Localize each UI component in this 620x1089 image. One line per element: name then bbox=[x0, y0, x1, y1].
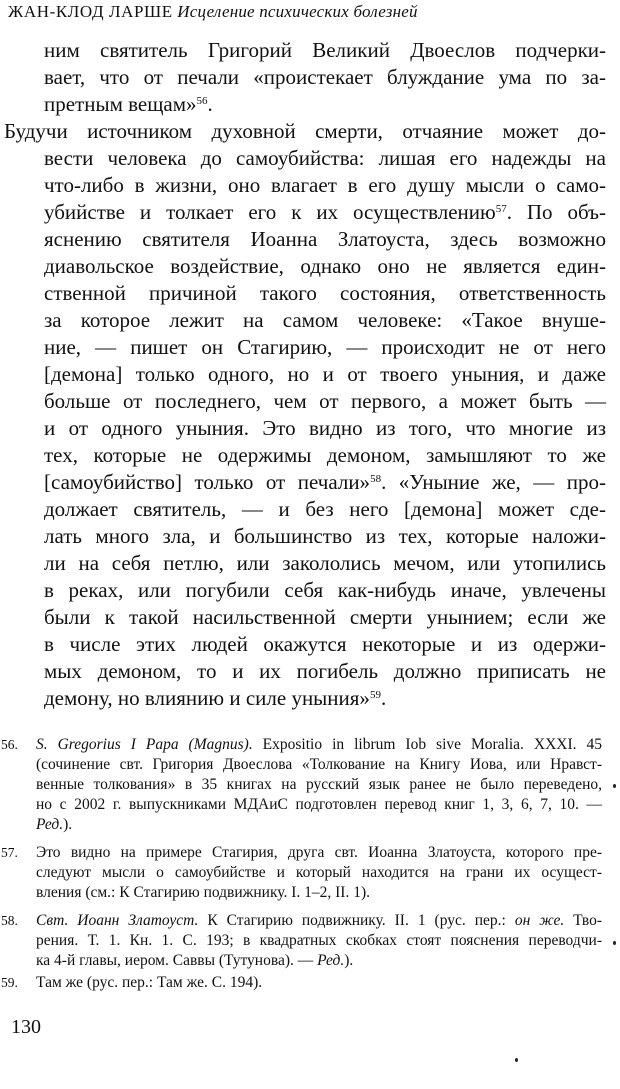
footnote-ref: 59 bbox=[369, 689, 381, 701]
scan-speck bbox=[613, 941, 616, 945]
text-line: должает святитель, — и без него [демона] может сде- bbox=[44, 497, 606, 521]
scan-speck bbox=[515, 1058, 518, 1062]
footnote-line: рения. Т. 1. Кн. 1. С. 193; в квадратных скобках стоят пояснения переводчи- bbox=[36, 932, 602, 949]
scan-speck bbox=[613, 784, 616, 788]
footnote-line: следуют мысли о самоубийстве и который находится на грани их осущест- bbox=[36, 864, 602, 881]
footnote-number: 56. bbox=[1, 737, 18, 752]
text-line: ли на себя петлю, или закололись мечом, или утопились bbox=[44, 551, 606, 575]
text-line: ственной причиной такого состояния, ответственность bbox=[44, 281, 606, 305]
footnote-line: Это видно на примере Стагирия, друга свт. Иоанна Златоуста, которого пре- bbox=[36, 844, 602, 861]
footnote-ref: 58 bbox=[370, 473, 382, 485]
text-line: убийстве и толкает его к их осуществлению$^{57}$. По объ- bbox=[44, 200, 607, 224]
page-number: 130 bbox=[11, 1016, 41, 1038]
text-line: больше от последнего, чем от первого, а может быть — bbox=[44, 389, 606, 413]
footnote-line: Ред.). bbox=[36, 816, 73, 833]
text-line: яснению святителя Иоанна Златоуста, здесь возможно bbox=[44, 227, 606, 251]
text-line: в числе этих людей окажутся некоторые и из одержи- bbox=[44, 632, 606, 656]
text-line: что-либо в жизни, оно влагает в его душу мысли о само- bbox=[44, 173, 606, 197]
footnote-line: ка 4-й главы, иером. Саввы (Тутунова). — Ред.). bbox=[36, 952, 354, 969]
text-line: претным вещам»$^{56}$. bbox=[44, 92, 213, 116]
text-line: тех, которые не одержимы демоном, замышляют то же bbox=[44, 443, 606, 467]
running-head-author: ЖАН-КЛОД ЛАРШЕ bbox=[8, 2, 173, 21]
text-line: лать много зла, и большинство из тех, которые наложи- bbox=[44, 524, 606, 548]
footnote-ref: 57 bbox=[495, 203, 507, 215]
text-line: демону, но влиянию и силе уныния»$^{59}$. bbox=[44, 686, 387, 710]
footnote-number: 58. bbox=[1, 913, 18, 928]
text-line: ним святитель Григорий Великий Двоеслов подчерки- bbox=[44, 38, 606, 62]
running-head bbox=[8, 2, 418, 22]
text-line: [демона] только одного, но и от твоего уныния, и даже bbox=[44, 362, 606, 386]
text-line: диавольское воздействие, однако оно не является един- bbox=[44, 254, 606, 278]
text-line: за которое лежит на самом человеке: «Такое внуше- bbox=[44, 308, 606, 332]
running-head-title: Исцеление психических болезней bbox=[177, 2, 418, 21]
footnote-line: Свт. Иоанн Златоуст. К Стагирию подвижнику. II. 1 (рус. пер.: он же. Тво- bbox=[36, 912, 602, 929]
footnote-line: S. Gregorius I Papa (Magnus). Expositio in librum Iob sive Moralia. XXXI. 45 bbox=[36, 736, 602, 753]
text-line: мых демоном, то и их погибель должно приписать не bbox=[44, 659, 606, 683]
footnote-line: вления (см.: К Стагирию подвижнику. I. 1–2, II. 1). bbox=[36, 884, 370, 901]
text-line: Будучи источником духовной смерти, отчаяние может до- bbox=[4, 119, 606, 143]
footnote-line: (сочинение свт. Григория Двоеслова «Толкование на Книгу Иова, или Нравст- bbox=[36, 756, 602, 773]
footnote-line: Там же (рус. пер.: Там же. С. 194). bbox=[36, 974, 263, 991]
footnote-line: венные толкования» в 35 книгах на русский язык ранее не было переведено, bbox=[36, 776, 602, 793]
text-line: в реках, или погубили себя как-нибудь иначе, увлечены bbox=[44, 578, 606, 602]
footnote-number: 59. bbox=[1, 975, 18, 990]
text-line: вести человека до самоубийства: лишая его надежды на bbox=[44, 146, 606, 170]
footnote-ref: 56 bbox=[196, 95, 208, 107]
text-line: и от одного уныния. Это видно из того, что многие из bbox=[44, 416, 606, 440]
footnote-line: но с 2002 г. выпускниками МДАиС подготовлен перевод книг 1, 3, 6, 7, 10. — bbox=[36, 796, 602, 813]
footnote-number: 57. bbox=[1, 845, 18, 860]
text-line: были к такой насильственной смерти унынием; если же bbox=[44, 605, 606, 629]
text-line: ние, — пишет он Стагирию, — происходит не от него bbox=[44, 335, 606, 359]
text-line: вает, что от печали «проистекает блуждание ума по за- bbox=[44, 65, 606, 89]
text-line: [самоубийство] только от печали»$^{58}$. «Уныние же, — про- bbox=[44, 470, 606, 494]
